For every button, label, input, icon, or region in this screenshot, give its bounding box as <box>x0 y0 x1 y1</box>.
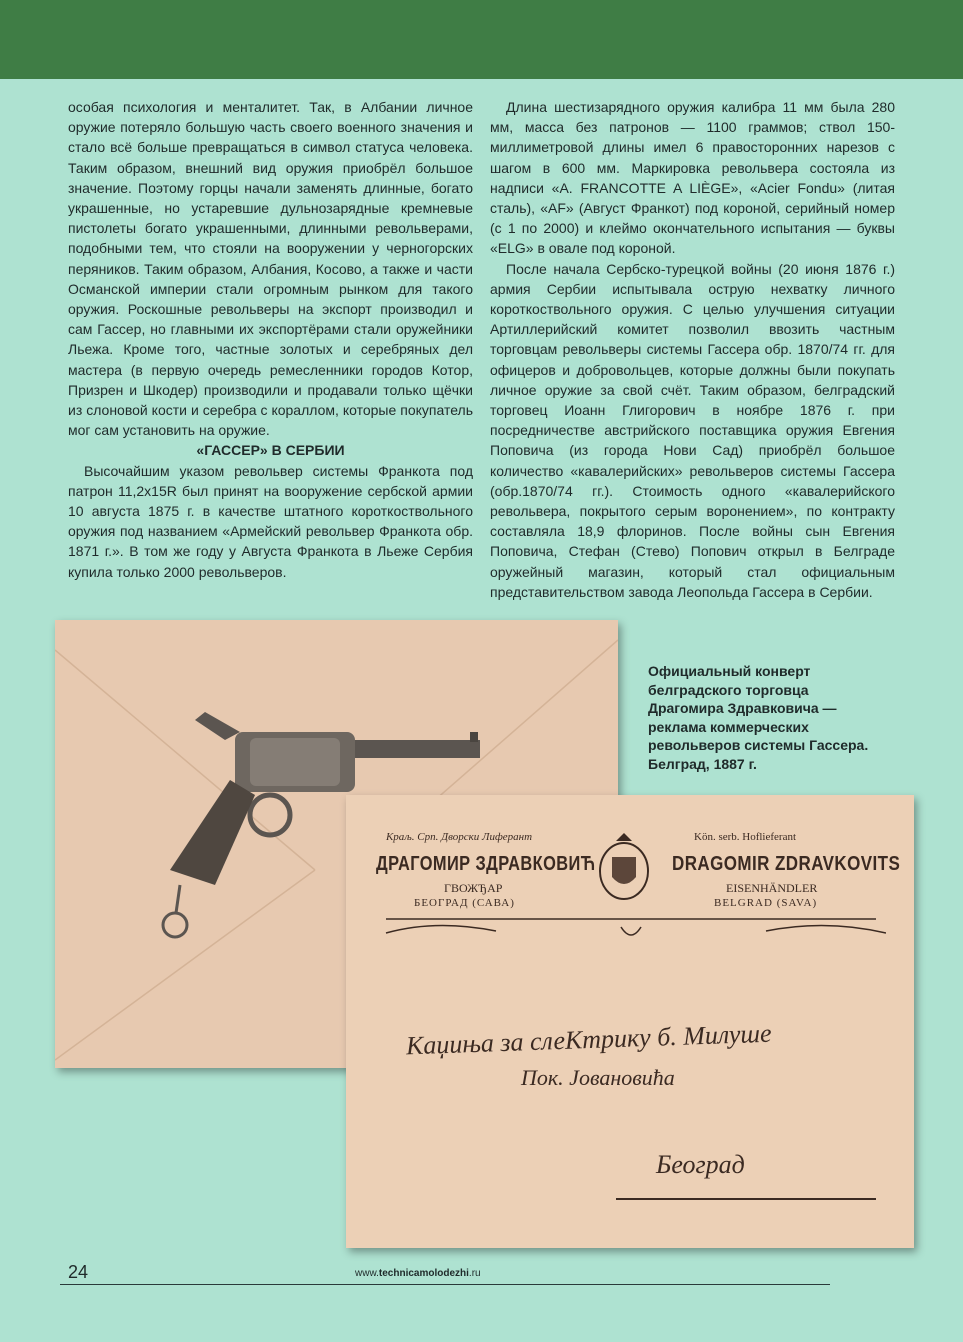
paragraph: особая психология и менталитет. Так, в Албании личное оружие потеряло большую часть своего военного значения и стало всё больше превращаться в символ статуса человека. Таким образом, внешний вид оружия приобрёл большое значение. Поэтому горцы начали заменять длинные, богато украшенные, но устаревшие дульнозарядные кремневые пистолеты богато украшенными, длинными револьверами, подобными тем, что стояли на вооружении у черногорских перяников. Таким образом, Албания, Косово, а также и части Османской империи стали огромным рынком для такого оружия. Роскошные револьверы на экспорт производил и сам Гассер, но главными их экспортёрами стали оружейники Льежа. Кроме того, частные золотых и серебряных дел мастера (в первую очередь ремесленники городов Котор, Призрен и Шкодер) производили и продавали только щёчки из слоновой кости и серебра с кораллом, которые покупатель мог сам установить на оружие. <box>68 99 473 439</box>
paragraph: Длина шестизарядного оружия калибра 11 мм была 280 мм, масса без патронов — 1100 граммов; ствол 150-миллиметровой длины имел 6 правосторонних нарезов с шагом в 600 мм. Маркировка револьвера состояла из надписи «A. FRANCOTTE A LIÈGE», «Acier Fondu» (литая сталь), «AF» (Август Франкот) под короной, серийный номер (с 1 по 2000) и клеймо окончательного испытания — буквы «ELG» в овале под короной. <box>490 99 895 257</box>
merchant-name-latin: DRAGOMIR ZDRAVKOVITS <box>672 853 901 875</box>
ornamental-divider <box>376 913 886 949</box>
trade-german: EISENHÄNDLER <box>726 881 818 895</box>
paragraph: Высочайшим указом револьвер системы Франкота под патрон 11,2x15R был принят на вооружение сербской армии 10 августа 1875 г. в качестве штатного короткоствольного оружия под названием «Армейский револьвер Франкота обр. 1871 г.». В том же году у Августа Франкота в Льеже Сербия купила только 2000 револьверов. <box>68 462 473 580</box>
website <box>355 1268 481 1279</box>
figure-caption: Официальный конверт белградского торговца Драгомира Здравковича — реклама коммерческих револьверов системы Гассера. Белград, 1887 г. <box>648 663 869 772</box>
supplier-german: Kön. serb. Hoflieferant <box>694 831 797 843</box>
city-latin: BELGRAD (SAVA) <box>714 897 818 909</box>
website-name: technicamolodezhi <box>378 1268 469 1279</box>
paragraph: После начала Сербско-турецкой войны (20 июня 1876 г.) армия Сербии испытывала острую нехватку личного короткоствольного оружия. С целью улучшения ситуации Артиллерийский комитет позволил ввозить частным торговцам револьверы системы Гассера обр. 1870/74 гг. для офицеров и добровольцев, которые должны были покупать личное оружие за свой счёт. Таким образом, белградский торговец Иоанн Глигорович в ноябре 1876 г. при посредничестве австрийского поставщика оружия Евгения Поповича (из города Нови Сад) приобрёл большое количество «кавалерийских» револьверов системы Гассера (обр.1870/74 гг.). Стоимость одного «кавалерийского револьвера, покрытого серым воронением», по контракту составляла 18,9 флоринов. После войны сын Евгения Поповича, Стефан (Стево) Попович открыл в Белграде оружейный магазин, который стал официальным представительством завода Леопольда Гассера в Сербии. <box>490 260 895 600</box>
website-prefix: www. <box>355 1268 379 1279</box>
handwritten-address-line: Београд <box>656 1150 745 1179</box>
website-suffix: .ru <box>468 1268 481 1279</box>
handwritten-address-line: Пок. Јовановића <box>521 1065 675 1090</box>
section-heading: «ГАССЕР» В СЕРБИИ <box>196 442 345 459</box>
address-underline <box>616 1198 876 1200</box>
merchant-name-cyrillic: ДРАГОМИР ЗДРАВКОВИЋ <box>376 853 596 875</box>
trade-cyrillic: ГВОЖЂАР <box>444 881 503 895</box>
page-number: 24 <box>68 1262 89 1282</box>
envelope-front-photo <box>346 795 914 1248</box>
header-band <box>0 0 963 79</box>
handwritten-address-line: Каџиња за слеКтрику б. Милуше <box>405 1018 773 1061</box>
text-column-left <box>68 97 473 582</box>
coat-of-arms-icon <box>596 831 652 903</box>
supplier-cyrillic: Краљ. Срп. Дворски Лиферант <box>386 831 533 843</box>
text-column-right <box>490 97 895 602</box>
footer-rule <box>60 1284 830 1285</box>
city-cyrillic: БЕОГРАД (САВА) <box>414 897 515 909</box>
